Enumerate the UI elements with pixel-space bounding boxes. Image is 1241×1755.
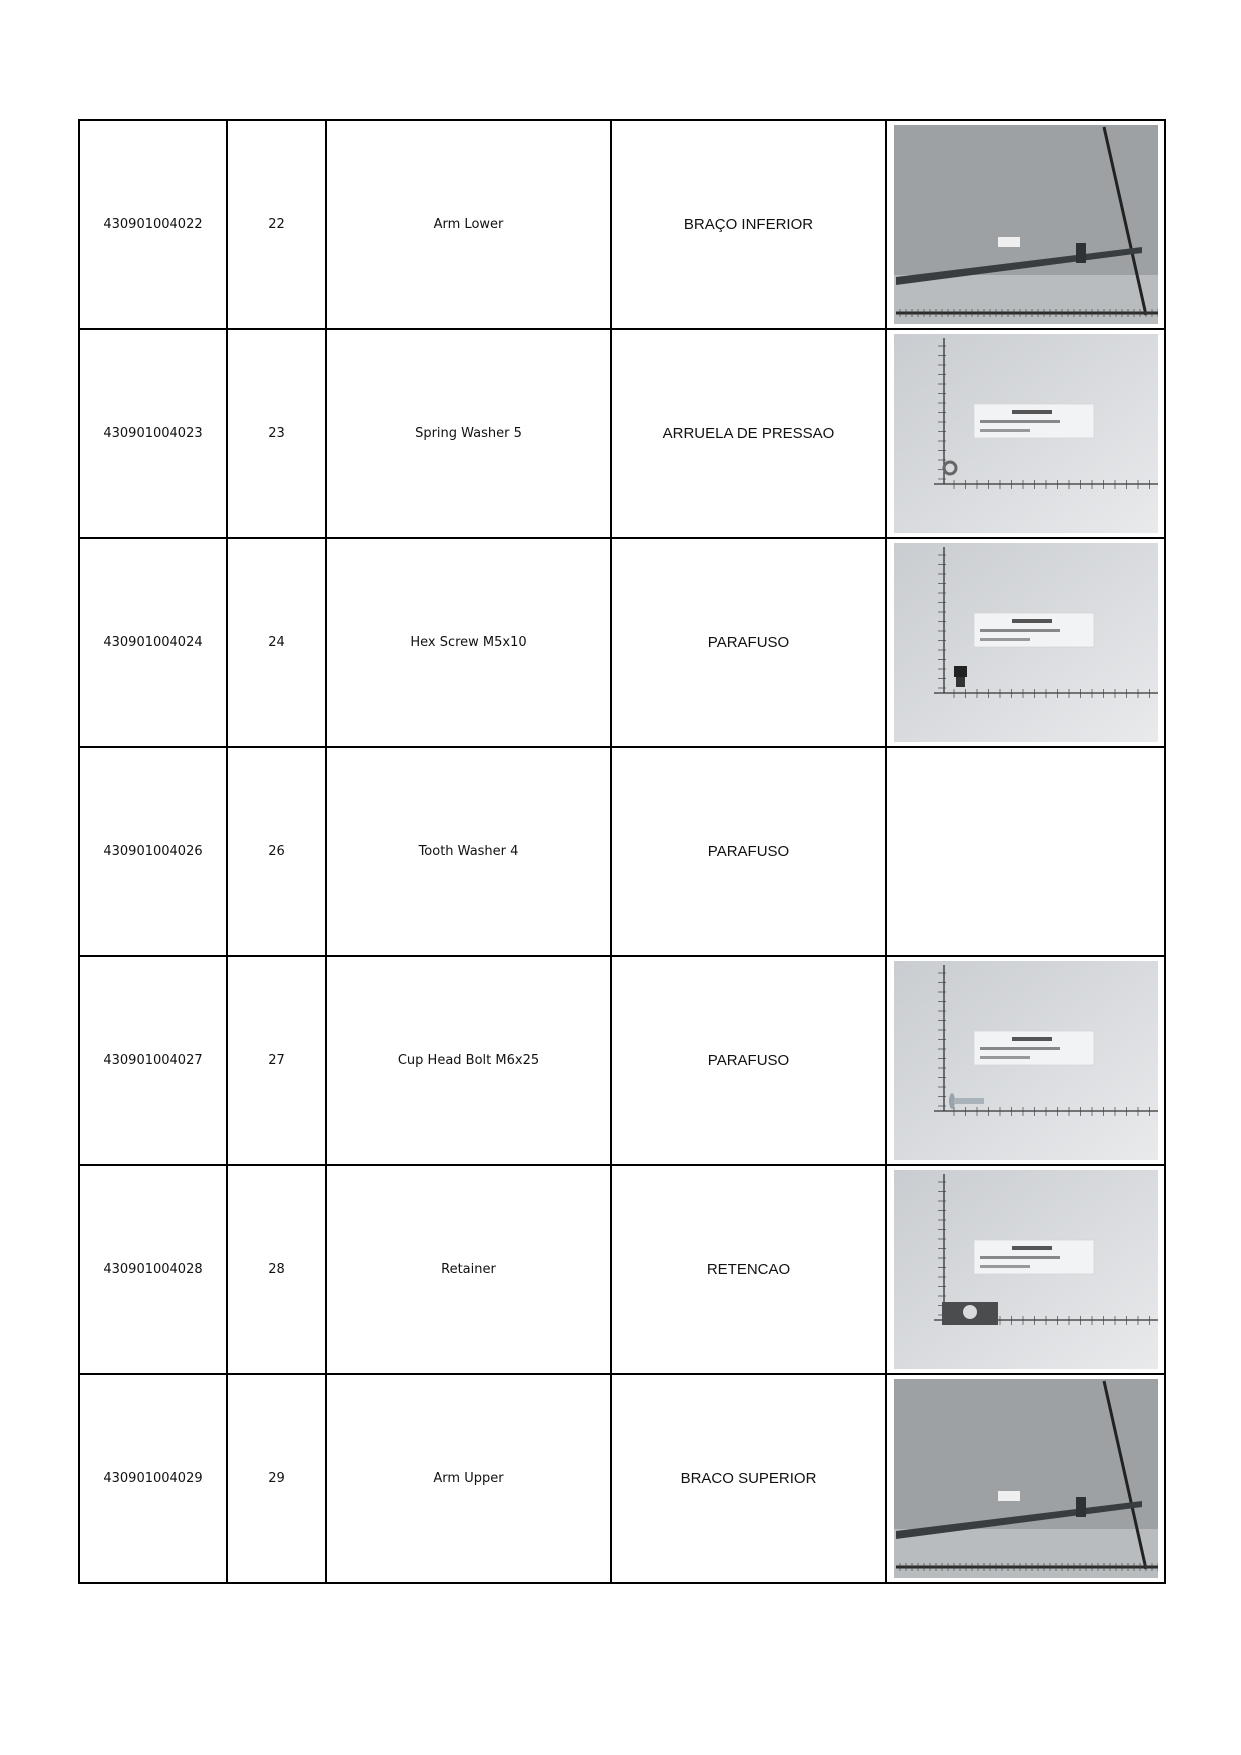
portuguese-name-cell: PARAFUSO	[611, 747, 886, 956]
portuguese-name-cell: PARAFUSO	[611, 538, 886, 747]
part-photo-cell	[886, 747, 1165, 956]
part-code-cell: 430901004027	[79, 956, 227, 1165]
parts-table-body	[79, 120, 1165, 1583]
english-name-cell: Hex Screw M5x10	[326, 538, 611, 747]
portuguese-name-cell: BRAÇO INFERIOR	[611, 120, 886, 329]
part-code-cell: 430901004024	[79, 538, 227, 747]
part-photo-cell	[886, 956, 1165, 1165]
portuguese-name-cell: ARRUELA DE PRESSAO	[611, 329, 886, 538]
english-name-cell: Arm Lower	[326, 120, 611, 329]
table-row	[79, 538, 1165, 747]
item-number-cell: 23	[227, 329, 326, 538]
part-code-cell: 430901004029	[79, 1374, 227, 1583]
english-name-cell: Arm Upper	[326, 1374, 611, 1583]
part-photo	[894, 125, 1158, 324]
parts-table	[78, 119, 1166, 1584]
part-photo-cell	[886, 329, 1165, 538]
part-code-cell: 430901004022	[79, 120, 227, 329]
portuguese-name-cell: BRACO SUPERIOR	[611, 1374, 886, 1583]
part-photo	[894, 334, 1158, 533]
table-row	[79, 956, 1165, 1165]
table-row	[79, 120, 1165, 329]
part-photo-cell	[886, 538, 1165, 747]
item-number-cell: 22	[227, 120, 326, 329]
part-photo	[894, 1379, 1158, 1578]
portuguese-name-cell: PARAFUSO	[611, 956, 886, 1165]
part-code-cell: 430901004028	[79, 1165, 227, 1374]
english-name-cell: Cup Head Bolt M6x25	[326, 956, 611, 1165]
part-code-cell: 430901004026	[79, 747, 227, 956]
part-photo	[894, 1170, 1158, 1369]
portuguese-name-cell: RETENCAO	[611, 1165, 886, 1374]
part-photo-cell	[886, 1374, 1165, 1583]
item-number-cell: 27	[227, 956, 326, 1165]
part-photo	[894, 543, 1158, 742]
part-photo-cell	[886, 120, 1165, 329]
english-name-cell: Spring Washer 5	[326, 329, 611, 538]
table-row	[79, 1374, 1165, 1583]
part-code-cell: 430901004023	[79, 329, 227, 538]
english-name-cell: Tooth Washer 4	[326, 747, 611, 956]
table-row	[79, 1165, 1165, 1374]
part-photo-cell	[886, 1165, 1165, 1374]
item-number-cell: 24	[227, 538, 326, 747]
item-number-cell: 28	[227, 1165, 326, 1374]
item-number-cell: 29	[227, 1374, 326, 1583]
english-name-cell: Retainer	[326, 1165, 611, 1374]
part-photo	[894, 961, 1158, 1160]
table-row	[79, 329, 1165, 538]
item-number-cell: 26	[227, 747, 326, 956]
table-row	[79, 747, 1165, 956]
